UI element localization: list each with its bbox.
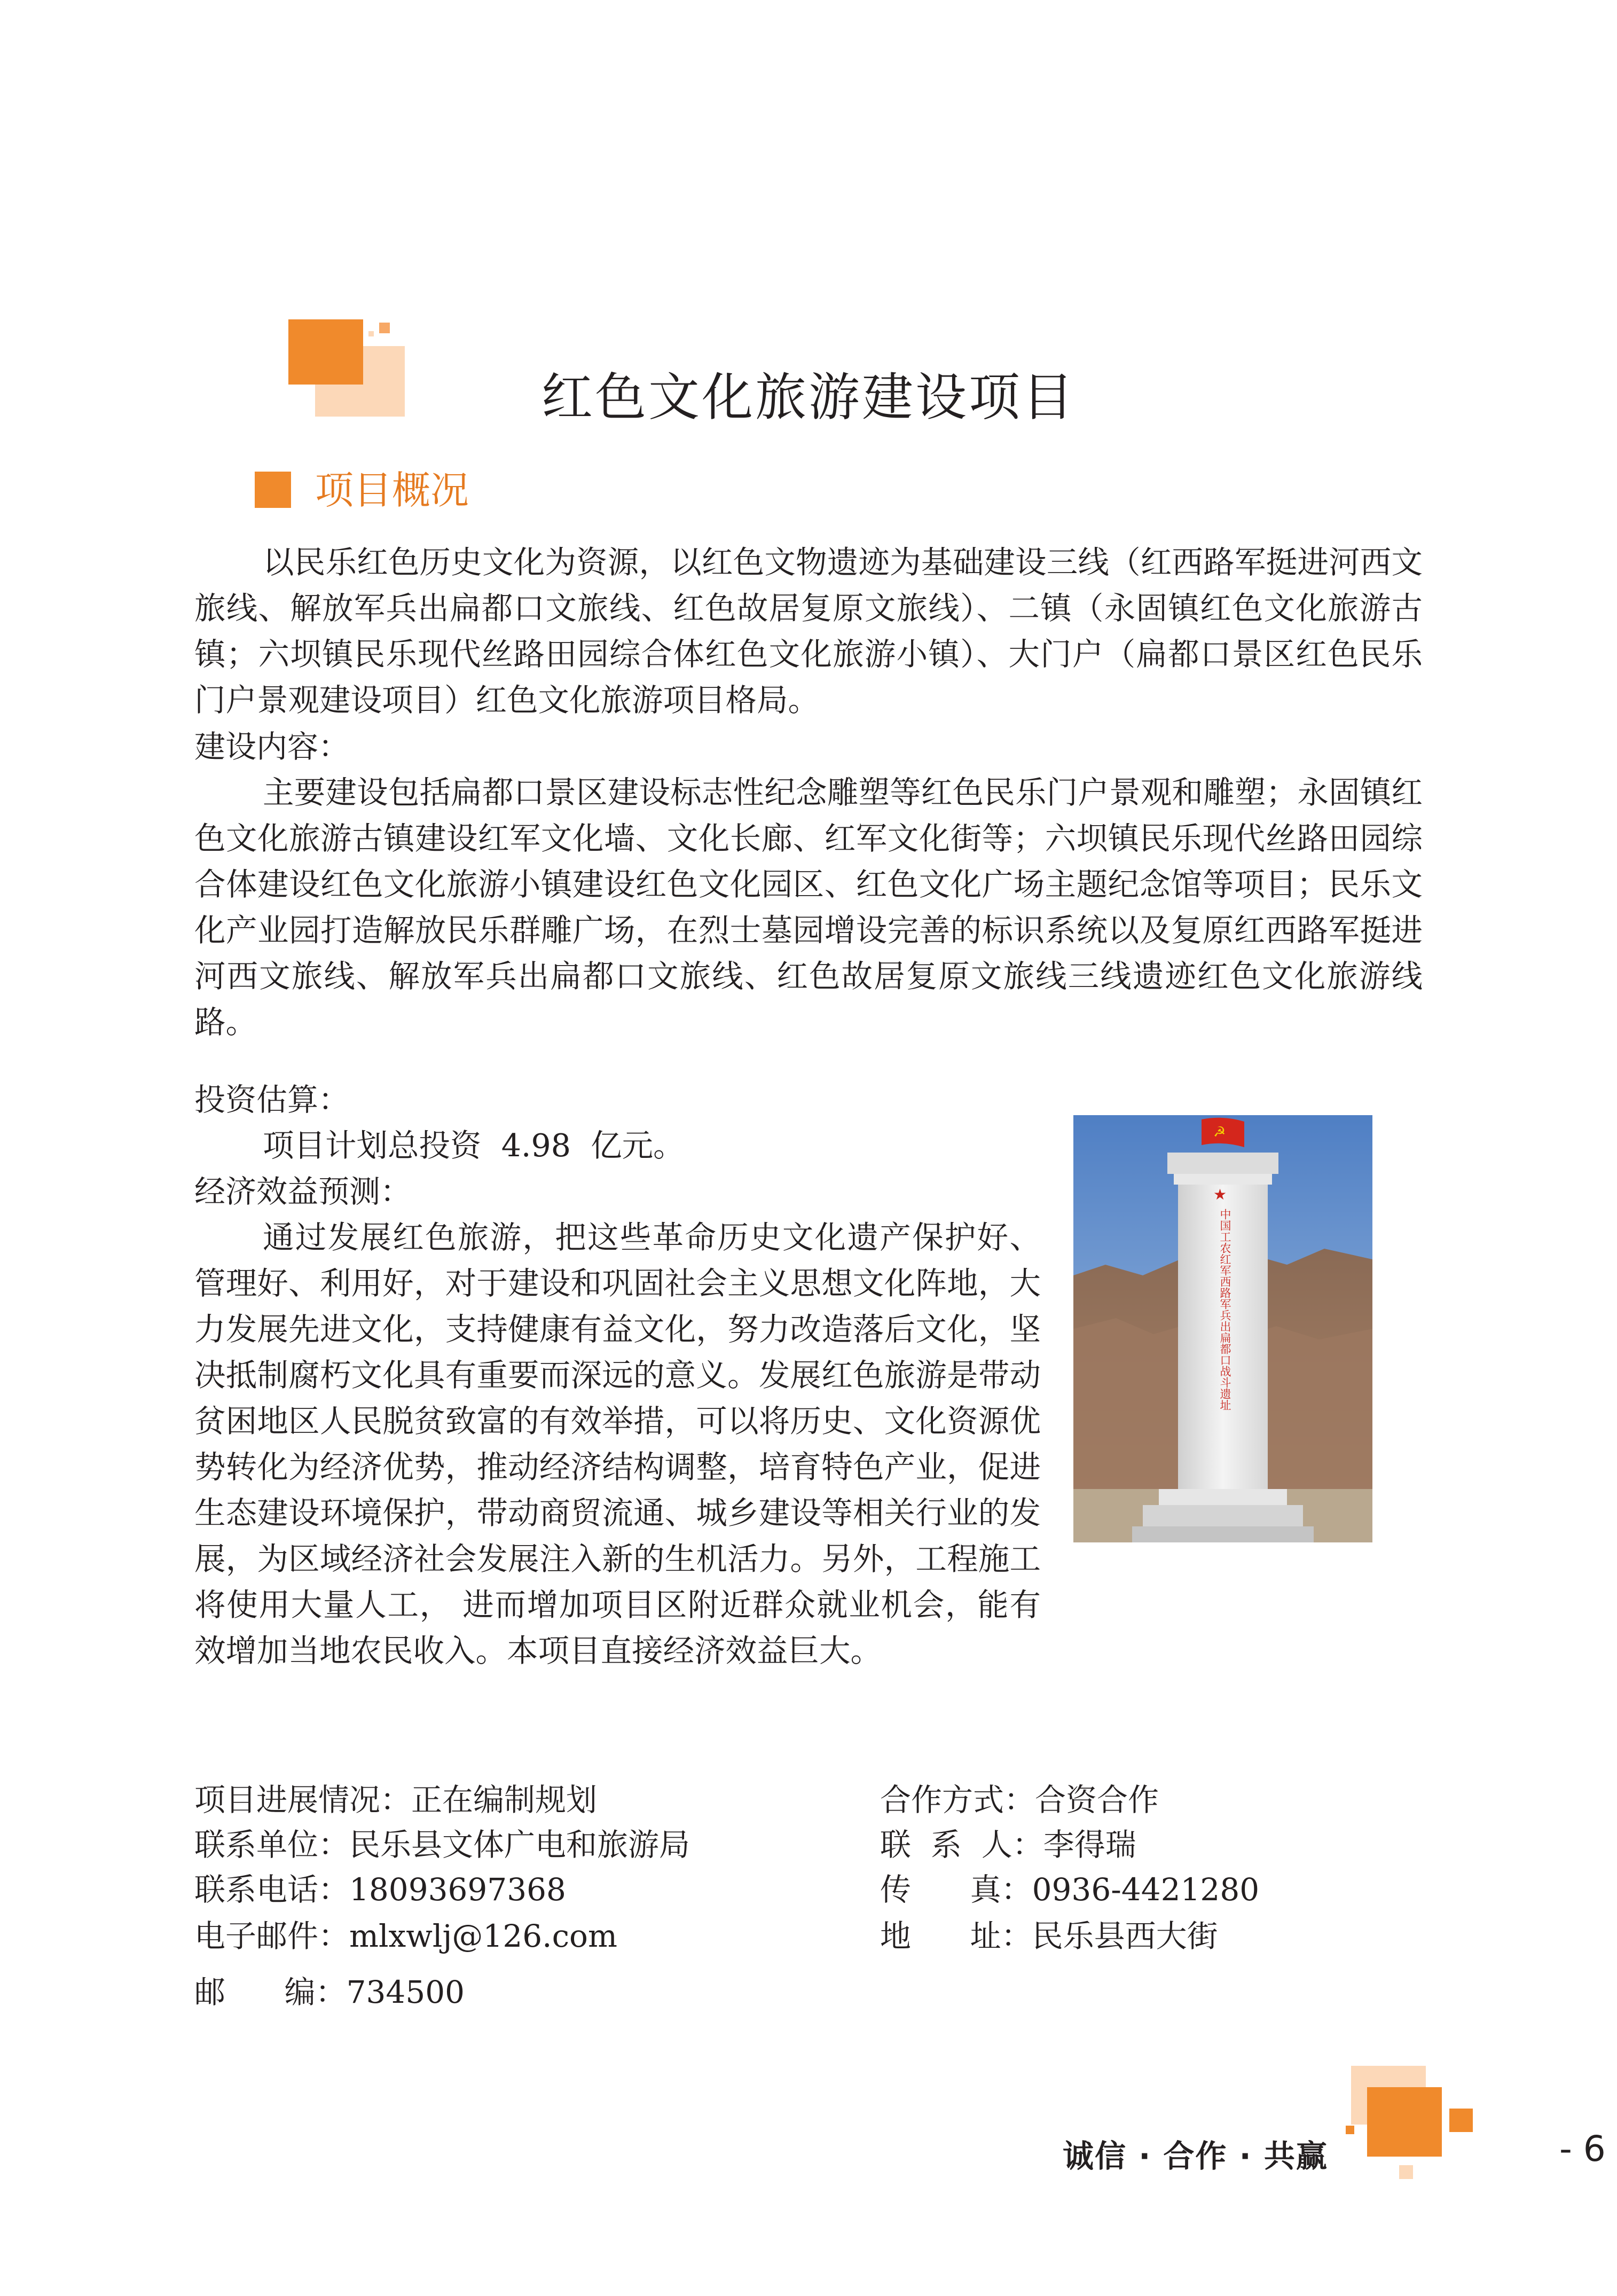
section-title: 项目概况 <box>315 468 469 513</box>
benefit-paragraph: 通过发展红色旅游，把这些革命历史文化遗产保护好、管理好、利用好，对于建设和巩固社会主义思想文化阵地，大力发展先进文化，支持健康有益文化，努力改造落后文化，坚决抵制腐朽文化具有重要而深远的意义。发展红色旅游是带动贫困地区人民脱贫致富的有效举措，可以将历史、文化资源优势转化为经济优势，推动经济结构调整，培育特色产业，促进生态建设环境保护，带动商贸流通、城乡建设等相关行业的发展，为区域经济社会发展注入新的生机活力。另外，工程施工将使用大量人工， 进而增加项目区附近群众就业机会，能有效增加当地农民收入。本项目直接经济效益巨大。 <box>194 1219 1041 1669</box>
benefit-label: 经济效益预测： <box>194 1173 412 1210</box>
footer-logo-right <box>1449 2109 1473 2132</box>
footer-logo-dot-bottom <box>1399 2165 1413 2179</box>
page-title: 红色文化旅游建设项目 <box>541 367 1076 427</box>
construction-paragraph: 主要建设包括扁都口景区建设标志性纪念雕塑等红色民乐门户景观和雕塑；永固镇红色文化旅游古镇建设红军文化墙、文化长廊、红军文化街等；六坝镇民乐现代丝路田园综合体建设红色文化旅游小镇建设红色文化园区、红色文化广场主题纪念馆等项目；民乐文化产业园打造解放民乐群雕广场，在烈士墓园增设完善的标识系统以及复原红西路军挺进河西文旅线、解放军兵出扁都口文旅线、红色故居复原文旅线三线遗迹红色文化旅游线路。 <box>194 774 1423 1040</box>
logo-square-small <box>379 323 390 333</box>
page-number: - 6 <box>1559 2128 1606 2169</box>
cooperation-info: 合作方式：合资合作 <box>880 1782 1159 1818</box>
fax-info: 传 真：0936-4421280 <box>880 1871 1260 1908</box>
email-info: 电子邮件：mlxwlj@126.com <box>194 1918 617 1954</box>
progress-info: 项目进展情况：正在编制规划 <box>194 1782 598 1818</box>
postcode-info: 邮 编：734500 <box>194 1974 465 2010</box>
investment-paragraph: 项目计划总投资 4.98 亿元。 <box>263 1127 685 1164</box>
phone-info: 联系电话：18093697368 <box>194 1871 566 1908</box>
unit-info: 联系单位：民乐县文体广电和旅游局 <box>194 1827 690 1863</box>
overview-paragraph: 以民乐红色历史文化为资源，以红色文物遗迹为基础建设三线（红西路军挺进河西文旅线、解放军兵出扁都口文旅线、红色故居复原文旅线）、二镇（永固镇红色文化旅游古镇；六坝镇民乐现代丝路田园综合体红色文化旅游小镇）、大门户（扁都口景区红色民乐门户景观建设项目）红色文化旅游项目格局。 <box>194 544 1423 718</box>
investment-label: 投资估算： <box>194 1082 350 1118</box>
section-marker <box>255 472 291 508</box>
construction-label: 建设内容： <box>194 728 350 765</box>
address-info: 地 址：民乐县西大街 <box>880 1918 1218 1954</box>
logo-square-tiny <box>368 331 374 336</box>
footer-slogan: 诚信 · 合作 · 共赢 <box>1063 2138 1328 2174</box>
svg-text:☭: ☭ <box>1213 1124 1226 1140</box>
footer-logo-dot-left <box>1346 2126 1354 2134</box>
contact-person-info: 联 系 人：李得瑞 <box>880 1827 1136 1863</box>
footer-logo-main <box>1367 2087 1442 2157</box>
svg-text:★: ★ <box>1213 1186 1227 1203</box>
footer-logo <box>1346 2066 1474 2183</box>
monument-photo <box>1073 1115 1372 1542</box>
monument-inscription: 中国工农红军西路军兵出扁都口战斗遗址 <box>1219 1209 1231 1410</box>
